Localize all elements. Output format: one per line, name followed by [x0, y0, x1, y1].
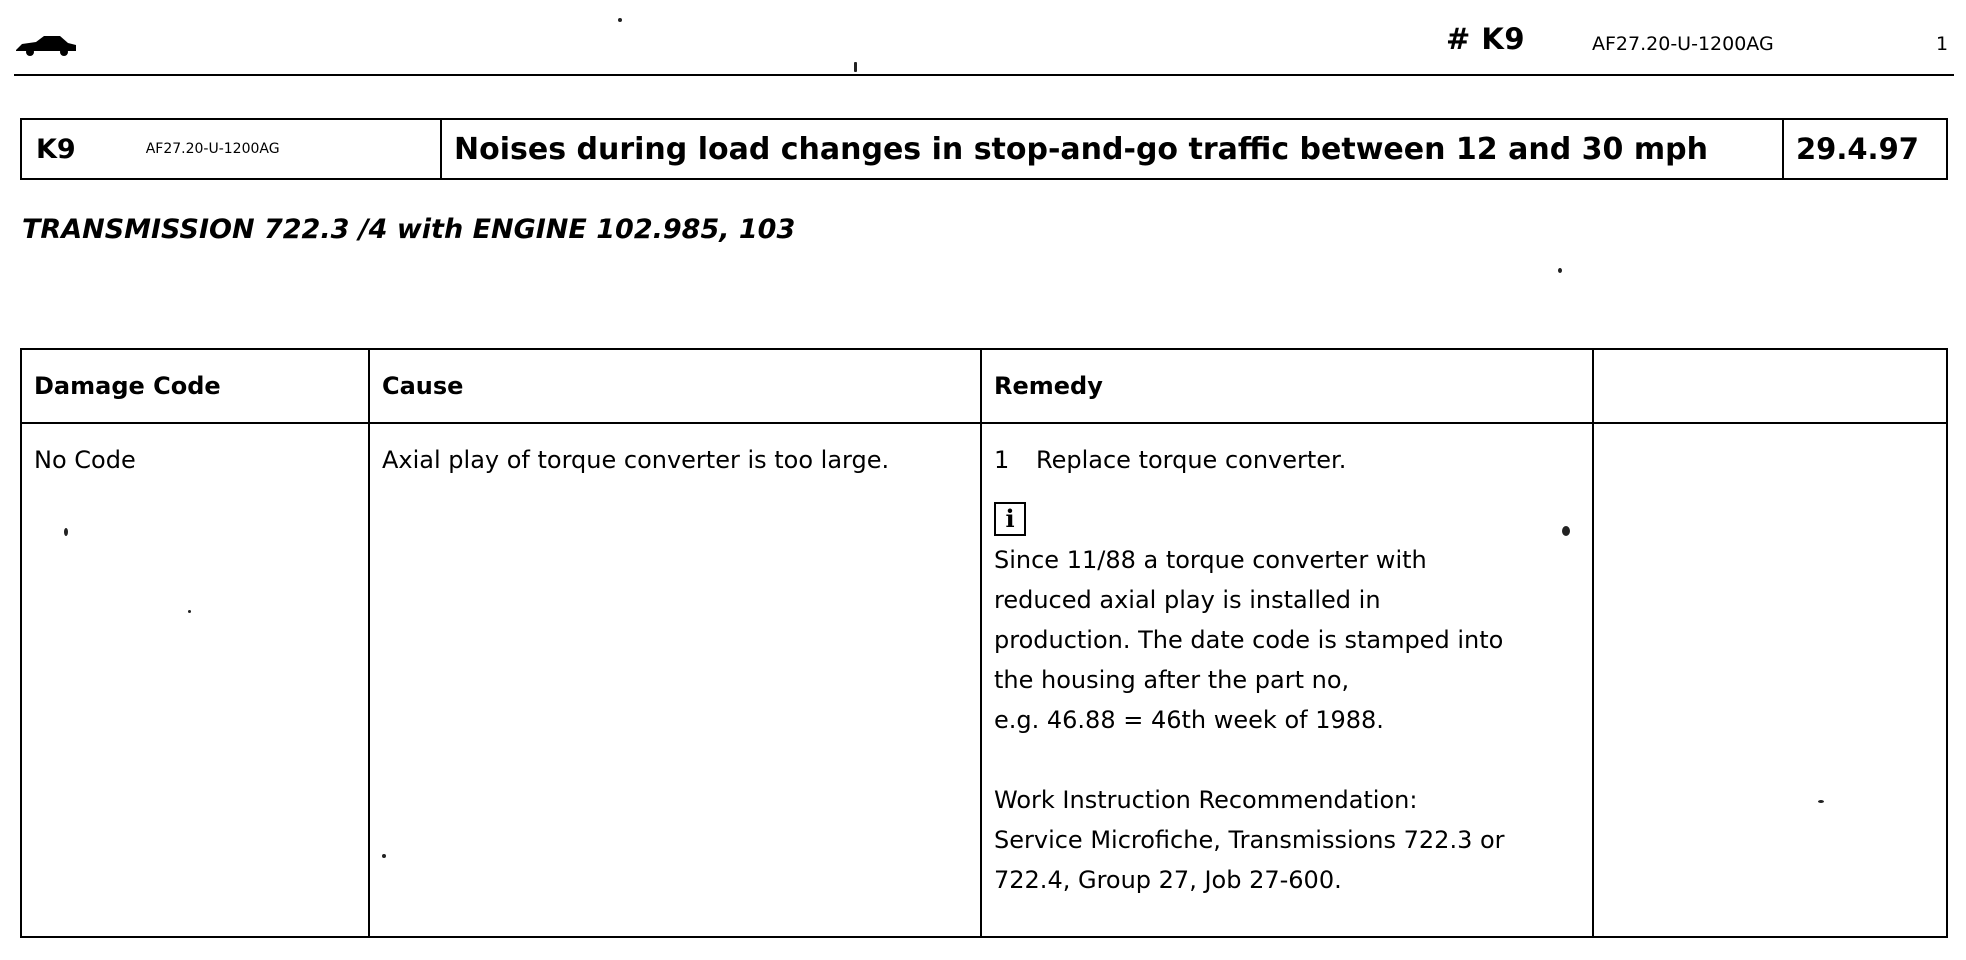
table-row: [21, 423, 1947, 937]
cell-cause: Axial play of torque converter is too large.: [369, 423, 981, 937]
title-description-cell: [442, 120, 1784, 178]
scan-speck: [188, 610, 191, 613]
remedy-step: [994, 440, 1580, 480]
car-icon: [14, 34, 78, 56]
scan-speck: [854, 62, 857, 72]
title-reference: AF27.20-U-1200AG: [145, 141, 280, 157]
header-document-code: # K9: [1446, 22, 1526, 56]
header-damage-code: Damage Code: [21, 349, 369, 423]
note-line: e.g. 46.88 = 46th week of 1988.: [994, 706, 1384, 734]
header-extra: [1593, 349, 1947, 423]
note-line: reduced axial play is installed in: [994, 586, 1381, 614]
document-date: 29.4.97: [1796, 132, 1919, 166]
table-header-row: [21, 349, 1947, 423]
paragraph-spacer: [994, 740, 1580, 780]
header-reference-number: AF27.20-U-1200AG: [1592, 33, 1774, 55]
page-number: 1: [1936, 33, 1949, 55]
note-line: the housing after the part no,: [994, 666, 1350, 694]
remedy-step-text: Replace torque converter.: [1036, 446, 1347, 474]
header-remedy: Remedy: [981, 349, 1593, 423]
cell-damage-code: No Code: [21, 423, 369, 937]
title-date-cell: [1784, 120, 1946, 178]
header-cause: Cause: [369, 349, 981, 423]
scan-speck: [382, 854, 386, 858]
cell-remedy: [981, 423, 1593, 937]
work-line: 722.4, Group 27, Job 27-600.: [994, 866, 1342, 894]
title-box: [20, 118, 1948, 180]
scan-speck: [64, 528, 68, 536]
scan-speck: [618, 18, 622, 22]
transmission-engine-subtitle: TRANSMISSION 722.3 /4 with ENGINE 102.985, 103: [22, 214, 796, 245]
note-line: Since 11/88 a torque converter with: [994, 546, 1427, 574]
damage-table: [20, 348, 1948, 938]
work-instruction: [994, 780, 1580, 900]
page-title: Noises during load changes in stop-and-go traffic between 12 and 30 mph: [454, 131, 1708, 167]
title-code: K9: [36, 133, 76, 165]
header-divider: [14, 74, 1954, 76]
remedy-step-number: 1: [994, 446, 1010, 474]
scan-speck: [1818, 800, 1824, 803]
info-note: [994, 540, 1580, 740]
scan-speck: [1562, 526, 1570, 536]
work-line: Work Instruction Recommendation:: [994, 786, 1418, 814]
cell-extra: [1593, 423, 1947, 937]
title-code-cell: [22, 120, 442, 178]
work-line: Service Microfiche, Transmissions 722.3 or: [994, 826, 1505, 854]
scan-speck: [1558, 268, 1562, 273]
note-line: production. The date code is stamped into: [994, 626, 1504, 654]
info-icon: i: [994, 502, 1026, 536]
